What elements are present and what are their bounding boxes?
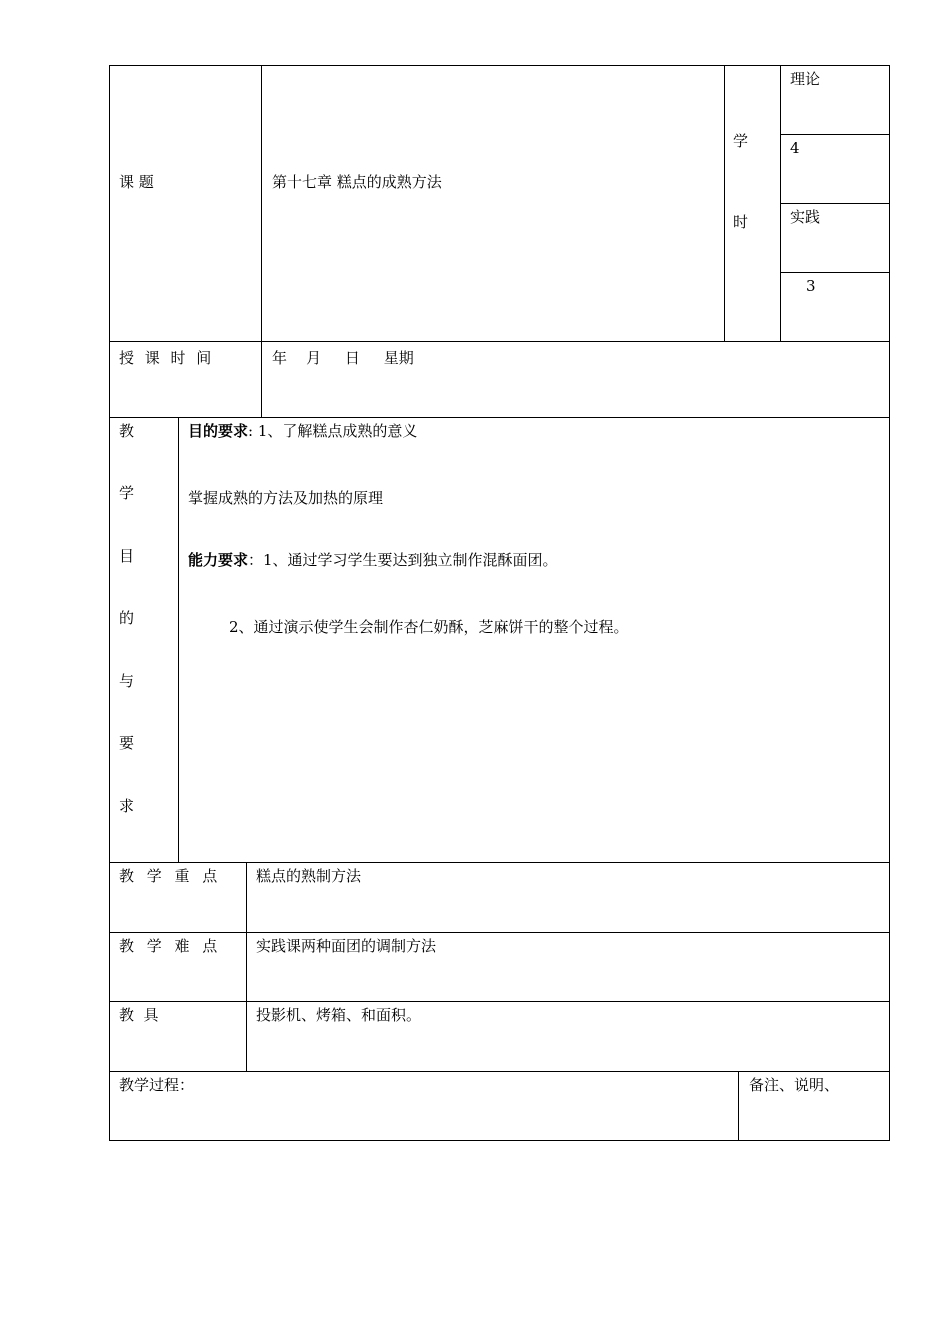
row-divider bbox=[109, 932, 890, 933]
schedule-value: 年 月 日 星期 bbox=[272, 349, 414, 367]
process-label: 教学过程： bbox=[119, 1076, 195, 1094]
divider bbox=[738, 1071, 739, 1141]
objectives-label-char: 目 bbox=[119, 547, 135, 565]
divider bbox=[780, 134, 890, 135]
topic-label: 课 题 bbox=[119, 173, 154, 191]
hours-label-bottom: 时 bbox=[733, 213, 749, 231]
objectives-label-char: 的 bbox=[119, 609, 135, 627]
ability-line-2: 2、通过演示使学生会制作杏仁奶酥，芝麻饼干的整个过程。 bbox=[229, 618, 629, 636]
key-points-label: 教 学 重 点 bbox=[119, 867, 222, 885]
notes-label: 备注、说明、 bbox=[749, 1076, 840, 1094]
goal-line-2: 掌握成熟的方法及加热的原理 bbox=[188, 489, 384, 507]
divider bbox=[261, 65, 262, 342]
objectives-label-char: 学 bbox=[119, 484, 135, 502]
divider bbox=[780, 272, 890, 273]
goal-text-1: : 1、了解糕点成熟的意义 bbox=[248, 422, 418, 440]
row-divider bbox=[109, 862, 890, 863]
objectives-label-char: 教 bbox=[119, 422, 135, 440]
theory-hours: 4 bbox=[790, 139, 800, 157]
objectives-label-char: 与 bbox=[119, 672, 135, 690]
lesson-plan-table bbox=[109, 65, 890, 1141]
topic-value: 第十七章 糕点的成熟方法 bbox=[272, 173, 442, 191]
practice-label: 实践 bbox=[790, 208, 821, 226]
ability-title: 能力要求 bbox=[188, 551, 249, 569]
divider bbox=[724, 65, 725, 342]
ability-text-1: ：1、通过学习学生要达到独立制作混酥面团。 bbox=[248, 551, 558, 569]
divider bbox=[261, 341, 262, 418]
ability-line-1 bbox=[188, 550, 558, 570]
objectives-label-char: 要 bbox=[119, 734, 135, 752]
difficulties-value: 实践课两种面团的调制方法 bbox=[256, 937, 437, 955]
row-divider bbox=[109, 1001, 890, 1002]
practice-hours: 3 bbox=[806, 277, 816, 295]
row-divider bbox=[109, 417, 890, 418]
difficulties-label: 教 学 难 点 bbox=[119, 937, 222, 955]
divider bbox=[780, 203, 890, 204]
tools-label: 教 具 bbox=[119, 1006, 159, 1024]
hours-label-top: 学 bbox=[733, 132, 749, 150]
objectives-label-char: 求 bbox=[119, 797, 135, 815]
goal-line-1 bbox=[188, 421, 417, 441]
row-divider bbox=[109, 1071, 890, 1072]
schedule-label: 授 课 时 间 bbox=[119, 349, 215, 367]
tools-value: 投影机、烤箱、和面积。 bbox=[256, 1006, 422, 1024]
goal-title: 目的要求 bbox=[188, 422, 249, 440]
divider bbox=[246, 862, 247, 1072]
divider bbox=[178, 417, 179, 863]
theory-label: 理论 bbox=[790, 70, 821, 88]
row-divider bbox=[109, 341, 890, 342]
key-points-value: 糕点的熟制方法 bbox=[256, 867, 362, 885]
